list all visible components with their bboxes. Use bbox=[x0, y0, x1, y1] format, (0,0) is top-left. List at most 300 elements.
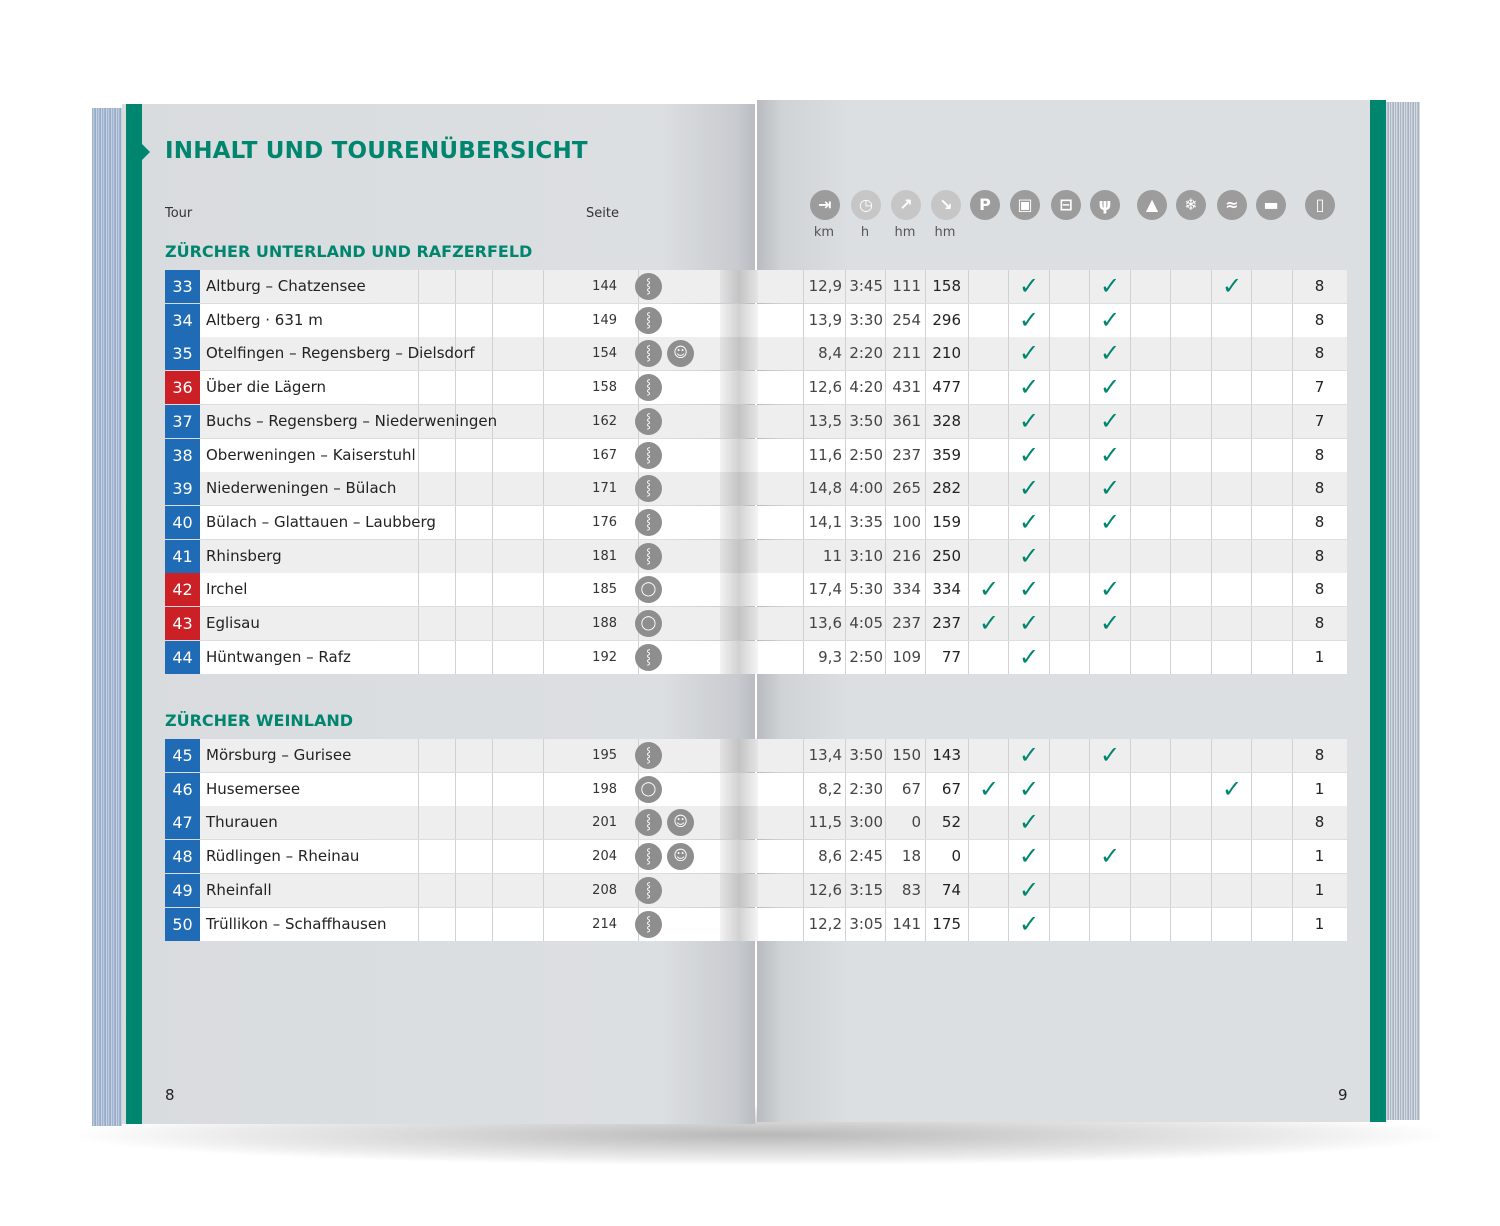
check-icon: ✓ bbox=[1018, 642, 1040, 671]
column-separator bbox=[968, 540, 969, 573]
column-separator bbox=[885, 371, 886, 404]
tour-count: 1 bbox=[1314, 880, 1325, 899]
tour-down: 0 bbox=[951, 847, 961, 866]
tour-up: 67 bbox=[901, 779, 921, 798]
check-icon: ✓ bbox=[1099, 741, 1121, 769]
tour-name: Über die Lägern bbox=[206, 378, 327, 397]
clock-icon: ◷ bbox=[851, 190, 881, 220]
column-separator bbox=[543, 607, 544, 640]
tour-h: 3:10 bbox=[849, 546, 883, 565]
check-icon: ✓ bbox=[1018, 609, 1040, 637]
column-separator bbox=[455, 304, 456, 337]
tour-h: 2:30 bbox=[849, 779, 883, 798]
table-row[interactable] bbox=[165, 371, 1347, 404]
column-separator bbox=[418, 840, 419, 873]
column-separator bbox=[455, 573, 456, 606]
table-row[interactable] bbox=[165, 573, 1347, 606]
column-separator bbox=[1251, 874, 1252, 907]
column-separator bbox=[845, 371, 846, 404]
column-separator bbox=[845, 773, 846, 806]
one-way-route-icon: ⸾ bbox=[635, 408, 662, 435]
column-separator bbox=[492, 506, 493, 539]
check-icon: ✓ bbox=[1099, 609, 1121, 637]
column-separator bbox=[968, 806, 969, 839]
column-separator bbox=[968, 908, 969, 941]
tour-down: 237 bbox=[932, 614, 961, 632]
table-row[interactable] bbox=[165, 337, 1347, 370]
one-way-route-icon: ⸾ bbox=[635, 442, 662, 469]
tour-page: 162 bbox=[592, 413, 617, 429]
column-separator bbox=[845, 908, 846, 941]
column-separator bbox=[543, 908, 544, 941]
column-separator bbox=[885, 607, 886, 640]
check-icon: ✓ bbox=[1221, 272, 1243, 300]
tour-h: 4:05 bbox=[849, 614, 883, 632]
column-separator bbox=[1130, 405, 1131, 438]
column-separator bbox=[885, 472, 886, 505]
column-separator bbox=[1211, 908, 1212, 941]
column-separator bbox=[845, 270, 846, 303]
column-separator bbox=[1170, 773, 1171, 806]
tour-number: 39 bbox=[165, 472, 200, 505]
column-separator bbox=[845, 874, 846, 907]
table-row[interactable] bbox=[165, 874, 1347, 907]
tour-count: 8 bbox=[1314, 512, 1325, 531]
tour-h: 3:15 bbox=[849, 880, 883, 899]
table-row[interactable] bbox=[165, 304, 1347, 337]
section-title: ZÜRCHER UNTERLAND UND RAFZERFELD bbox=[165, 242, 533, 261]
tour-down: 359 bbox=[932, 445, 961, 464]
parking-icon: P bbox=[970, 190, 1000, 220]
tour-h: 3:30 bbox=[849, 310, 883, 329]
check-icon: ✓ bbox=[1018, 440, 1040, 469]
column-separator bbox=[1251, 472, 1252, 505]
tour-km: 11 bbox=[822, 546, 842, 565]
column-separator bbox=[492, 739, 493, 772]
check-icon: ✓ bbox=[1018, 808, 1040, 837]
table-row[interactable] bbox=[165, 739, 1347, 772]
check-icon: ✓ bbox=[1018, 842, 1040, 871]
column-header-tour: Tour bbox=[165, 206, 193, 221]
one-way-route-icon: ⸾ bbox=[635, 877, 662, 904]
column-separator bbox=[1089, 908, 1090, 941]
tour-km: 12,6 bbox=[808, 880, 842, 899]
column-separator bbox=[1130, 607, 1131, 640]
check-icon: ✓ bbox=[1018, 909, 1040, 938]
column-separator bbox=[803, 874, 804, 907]
tour-km: 8,2 bbox=[818, 779, 842, 798]
tour-name: Irchel bbox=[206, 580, 248, 599]
column-separator bbox=[1130, 540, 1131, 573]
tour-name: Oberweningen – Kaiserstuhl bbox=[206, 445, 416, 464]
tour-number: 49 bbox=[165, 874, 200, 907]
tour-count: 7 bbox=[1314, 411, 1325, 430]
column-separator bbox=[492, 472, 493, 505]
tour-name: Rheinfall bbox=[206, 880, 272, 899]
table-row[interactable] bbox=[165, 641, 1347, 674]
tour-name: Rhinsberg bbox=[206, 546, 282, 565]
column-separator bbox=[1130, 773, 1131, 806]
column-separator bbox=[968, 506, 969, 539]
kid-friendly-icon: ☺ bbox=[667, 809, 694, 836]
check-icon: ✓ bbox=[1099, 373, 1121, 402]
check-icon: ✓ bbox=[1018, 406, 1040, 435]
column-separator bbox=[968, 337, 969, 370]
column-separator bbox=[1049, 506, 1050, 539]
column-separator bbox=[1170, 405, 1171, 438]
column-separator bbox=[1211, 641, 1212, 674]
column-separator bbox=[803, 371, 804, 404]
tour-km: 12,6 bbox=[808, 378, 842, 397]
column-separator bbox=[1211, 506, 1212, 539]
tour-number: 33 bbox=[165, 270, 200, 303]
tour-down: 282 bbox=[932, 479, 961, 498]
column-separator bbox=[492, 908, 493, 941]
tour-up: 237 bbox=[892, 445, 921, 464]
tour-km: 13,6 bbox=[808, 614, 842, 632]
column-separator bbox=[455, 641, 456, 674]
column-separator bbox=[845, 506, 846, 539]
table-row[interactable] bbox=[165, 540, 1347, 573]
column-separator bbox=[845, 806, 846, 839]
tour-name: Niederweningen – Bülach bbox=[206, 479, 397, 498]
column-separator bbox=[418, 304, 419, 337]
column-separator bbox=[885, 439, 886, 472]
column-separator bbox=[492, 641, 493, 674]
check-icon: ✓ bbox=[1018, 474, 1040, 503]
tour-number: 37 bbox=[165, 405, 200, 438]
tour-h: 3:35 bbox=[849, 512, 883, 531]
tour-km: 9,3 bbox=[818, 647, 842, 666]
tour-down: 52 bbox=[941, 813, 961, 832]
table-row[interactable] bbox=[165, 806, 1347, 839]
section-title: ZÜRCHER WEINLAND bbox=[165, 711, 354, 730]
column-separator bbox=[1211, 874, 1212, 907]
page-fold bbox=[720, 840, 758, 873]
tour-name: Thurauen bbox=[206, 813, 278, 832]
column-separator bbox=[492, 439, 493, 472]
column-separator bbox=[885, 304, 886, 337]
check-icon: ✓ bbox=[1099, 507, 1121, 536]
one-way-route-icon: ⸾ bbox=[635, 911, 662, 938]
table-row[interactable] bbox=[165, 908, 1347, 941]
tour-up: 254 bbox=[892, 310, 921, 329]
tour-number: 46 bbox=[165, 773, 200, 806]
column-separator bbox=[1170, 540, 1171, 573]
tour-km: 14,1 bbox=[808, 512, 842, 531]
tour-count: 8 bbox=[1314, 813, 1325, 832]
column-separator bbox=[418, 573, 419, 606]
column-separator bbox=[492, 840, 493, 873]
column-separator bbox=[885, 908, 886, 941]
column-separator bbox=[845, 641, 846, 674]
tour-page: 185 bbox=[592, 582, 617, 598]
one-way-route-icon: ⸾ bbox=[635, 644, 662, 671]
page-fold bbox=[720, 270, 758, 303]
column-separator bbox=[1049, 874, 1050, 907]
column-separator bbox=[543, 506, 544, 539]
column-separator bbox=[968, 439, 969, 472]
page-fold bbox=[720, 337, 758, 370]
column-separator bbox=[418, 773, 419, 806]
column-separator bbox=[455, 840, 456, 873]
column-separator bbox=[1089, 874, 1090, 907]
tour-h: 3:45 bbox=[849, 277, 883, 295]
column-separator bbox=[418, 472, 419, 505]
column-separator bbox=[803, 806, 804, 839]
column-separator bbox=[543, 371, 544, 404]
column-separator bbox=[543, 573, 544, 606]
page-fold bbox=[720, 439, 758, 472]
column-separator bbox=[1130, 840, 1131, 873]
column-separator bbox=[845, 337, 846, 370]
column-separator bbox=[1130, 908, 1131, 941]
accommodation-icon: ▬ bbox=[1256, 190, 1286, 220]
column-separator bbox=[418, 739, 419, 772]
column-separator bbox=[492, 773, 493, 806]
column-separator bbox=[1170, 739, 1171, 772]
tour-count: 8 bbox=[1314, 445, 1325, 464]
column-separator bbox=[543, 739, 544, 772]
tour-down: 143 bbox=[932, 746, 961, 764]
column-separator bbox=[455, 506, 456, 539]
column-separator bbox=[1251, 641, 1252, 674]
tour-km: 11,5 bbox=[808, 813, 842, 832]
column-separator bbox=[1130, 270, 1131, 303]
tour-page: 181 bbox=[592, 548, 617, 564]
column-separator bbox=[803, 773, 804, 806]
column-separator bbox=[543, 439, 544, 472]
column-separator bbox=[1251, 337, 1252, 370]
table-row[interactable] bbox=[165, 472, 1347, 505]
column-header-seite: Seite bbox=[586, 206, 619, 221]
column-separator bbox=[968, 840, 969, 873]
page-edges-right bbox=[1380, 102, 1420, 1120]
table-row[interactable] bbox=[165, 506, 1347, 539]
check-icon: ✓ bbox=[1018, 875, 1040, 904]
check-icon: ✓ bbox=[1018, 541, 1040, 570]
column-separator bbox=[492, 337, 493, 370]
check-icon: ✓ bbox=[978, 609, 1000, 637]
table-row[interactable] bbox=[165, 607, 1347, 640]
column-separator bbox=[845, 439, 846, 472]
column-separator bbox=[1251, 405, 1252, 438]
column-separator bbox=[418, 607, 419, 640]
check-icon: ✓ bbox=[1018, 741, 1040, 769]
tour-h: 2:45 bbox=[849, 847, 883, 866]
column-separator bbox=[1049, 773, 1050, 806]
column-separator bbox=[418, 806, 419, 839]
tour-up: 18 bbox=[901, 847, 921, 866]
column-separator bbox=[845, 573, 846, 606]
table-row[interactable] bbox=[165, 773, 1347, 806]
tour-name: Otelfingen – Regensberg – Dielsdorf bbox=[206, 344, 475, 363]
tour-page: 176 bbox=[592, 514, 617, 530]
table-row[interactable] bbox=[165, 840, 1347, 873]
column-separator bbox=[455, 607, 456, 640]
column-separator bbox=[1211, 439, 1212, 472]
summit-icon: ▲ bbox=[1137, 190, 1167, 220]
unit-label: hm bbox=[934, 225, 956, 240]
tour-page: 167 bbox=[592, 447, 617, 463]
column-separator bbox=[455, 806, 456, 839]
column-separator bbox=[418, 540, 419, 573]
table-row[interactable] bbox=[165, 270, 1347, 303]
column-separator bbox=[418, 908, 419, 941]
tour-up: 431 bbox=[892, 378, 921, 397]
tour-name: Altburg – Chatzensee bbox=[206, 277, 366, 295]
signpost-icon: ⇥ bbox=[810, 190, 840, 220]
column-separator bbox=[845, 607, 846, 640]
column-separator bbox=[1089, 540, 1090, 573]
table-row[interactable] bbox=[165, 405, 1347, 438]
column-separator bbox=[1251, 806, 1252, 839]
tour-km: 13,5 bbox=[808, 411, 842, 430]
tour-up: 109 bbox=[892, 647, 921, 666]
tour-h: 2:50 bbox=[849, 647, 883, 666]
column-separator bbox=[455, 371, 456, 404]
check-icon: ✓ bbox=[1018, 373, 1040, 402]
table-row[interactable] bbox=[165, 439, 1347, 472]
column-separator bbox=[803, 540, 804, 573]
tour-h: 2:20 bbox=[849, 344, 883, 363]
tour-count: 1 bbox=[1314, 647, 1325, 666]
column-separator bbox=[1130, 739, 1131, 772]
tour-name: Hüntwangen – Rafz bbox=[206, 647, 351, 666]
tour-up: 0 bbox=[911, 813, 921, 832]
tour-down: 210 bbox=[932, 344, 961, 363]
column-separator bbox=[968, 739, 969, 772]
tour-number: 40 bbox=[165, 506, 200, 539]
check-icon: ✓ bbox=[978, 774, 1000, 803]
column-separator bbox=[885, 506, 886, 539]
page-fold bbox=[720, 472, 758, 505]
tour-km: 12,2 bbox=[808, 914, 842, 933]
column-separator bbox=[803, 506, 804, 539]
page-fold bbox=[720, 641, 758, 674]
tour-number: 34 bbox=[165, 304, 200, 337]
tour-up: 265 bbox=[892, 479, 921, 498]
column-separator bbox=[845, 405, 846, 438]
tour-km: 12,9 bbox=[808, 277, 842, 295]
column-separator bbox=[803, 573, 804, 606]
column-separator bbox=[1170, 337, 1171, 370]
page-fold bbox=[720, 506, 758, 539]
tour-number: 36 bbox=[165, 371, 200, 404]
green-band-left bbox=[126, 104, 142, 1124]
column-separator bbox=[1211, 405, 1212, 438]
column-separator bbox=[543, 773, 544, 806]
column-separator bbox=[1170, 506, 1171, 539]
check-icon: ✓ bbox=[1018, 575, 1040, 604]
tour-km: 17,4 bbox=[808, 580, 842, 599]
column-separator bbox=[1049, 304, 1050, 337]
column-separator bbox=[1211, 304, 1212, 337]
one-way-route-icon: ⸾ bbox=[635, 340, 662, 367]
column-separator bbox=[803, 337, 804, 370]
tour-down: 77 bbox=[941, 647, 961, 666]
column-separator bbox=[845, 472, 846, 505]
tour-up: 83 bbox=[901, 880, 921, 899]
column-separator bbox=[1049, 439, 1050, 472]
column-separator bbox=[492, 874, 493, 907]
column-separator bbox=[543, 540, 544, 573]
column-separator bbox=[543, 405, 544, 438]
column-separator bbox=[885, 641, 886, 674]
column-separator bbox=[1170, 908, 1171, 941]
column-separator bbox=[455, 439, 456, 472]
column-separator bbox=[1170, 806, 1171, 839]
cable-car-icon: ⊟ bbox=[1051, 190, 1081, 220]
tour-count: 8 bbox=[1314, 546, 1325, 565]
tour-name: Buchs – Regensberg – Niederweningen bbox=[206, 411, 498, 430]
column-separator bbox=[1251, 506, 1252, 539]
tour-h: 3:50 bbox=[849, 411, 883, 430]
column-separator bbox=[1089, 806, 1090, 839]
tour-count: 8 bbox=[1314, 746, 1325, 764]
page-fold bbox=[720, 806, 758, 839]
check-icon: ✓ bbox=[1099, 406, 1121, 435]
one-way-route-icon: ⸾ bbox=[635, 509, 662, 536]
column-separator bbox=[968, 371, 969, 404]
tour-page: 214 bbox=[592, 916, 617, 932]
column-separator bbox=[492, 607, 493, 640]
column-separator bbox=[885, 806, 886, 839]
one-way-route-icon: ⸾ bbox=[635, 307, 662, 334]
column-separator bbox=[543, 874, 544, 907]
column-separator bbox=[492, 806, 493, 839]
ascent-icon: ↗ bbox=[891, 190, 921, 220]
check-icon: ✓ bbox=[1099, 305, 1121, 334]
tour-name: Bülach – Glattauen – Laubberg bbox=[206, 512, 436, 531]
column-separator bbox=[455, 773, 456, 806]
column-separator bbox=[885, 874, 886, 907]
column-separator bbox=[1049, 641, 1050, 674]
page-number-left: 8 bbox=[165, 1086, 175, 1104]
column-separator bbox=[492, 270, 493, 303]
one-way-route-icon: ⸾ bbox=[635, 543, 662, 570]
tour-up: 111 bbox=[892, 277, 921, 295]
column-separator bbox=[455, 739, 456, 772]
column-separator bbox=[803, 439, 804, 472]
check-icon: ✓ bbox=[1099, 474, 1121, 503]
page-edges-left bbox=[92, 108, 122, 1126]
column-separator bbox=[1170, 607, 1171, 640]
column-separator bbox=[1049, 472, 1050, 505]
tour-down: 159 bbox=[932, 512, 961, 531]
tour-h: 2:50 bbox=[849, 445, 883, 464]
tour-name: Trüllikon – Schaffhausen bbox=[206, 914, 387, 933]
column-separator bbox=[1211, 540, 1212, 573]
column-separator bbox=[492, 540, 493, 573]
column-separator bbox=[1130, 472, 1131, 505]
tour-km: 8,4 bbox=[818, 344, 842, 363]
tour-name: Mörsburg – Gurisee bbox=[206, 746, 352, 764]
unit-label: km bbox=[813, 225, 835, 240]
column-separator bbox=[1130, 304, 1131, 337]
column-separator bbox=[968, 304, 969, 337]
tour-page: 158 bbox=[592, 380, 617, 396]
column-separator bbox=[803, 304, 804, 337]
tour-down: 328 bbox=[932, 411, 961, 430]
column-separator bbox=[1089, 773, 1090, 806]
column-separator bbox=[968, 472, 969, 505]
tour-h: 4:20 bbox=[849, 378, 883, 397]
page-fold bbox=[720, 908, 758, 941]
column-separator bbox=[803, 607, 804, 640]
column-separator bbox=[803, 840, 804, 873]
column-separator bbox=[1211, 472, 1212, 505]
